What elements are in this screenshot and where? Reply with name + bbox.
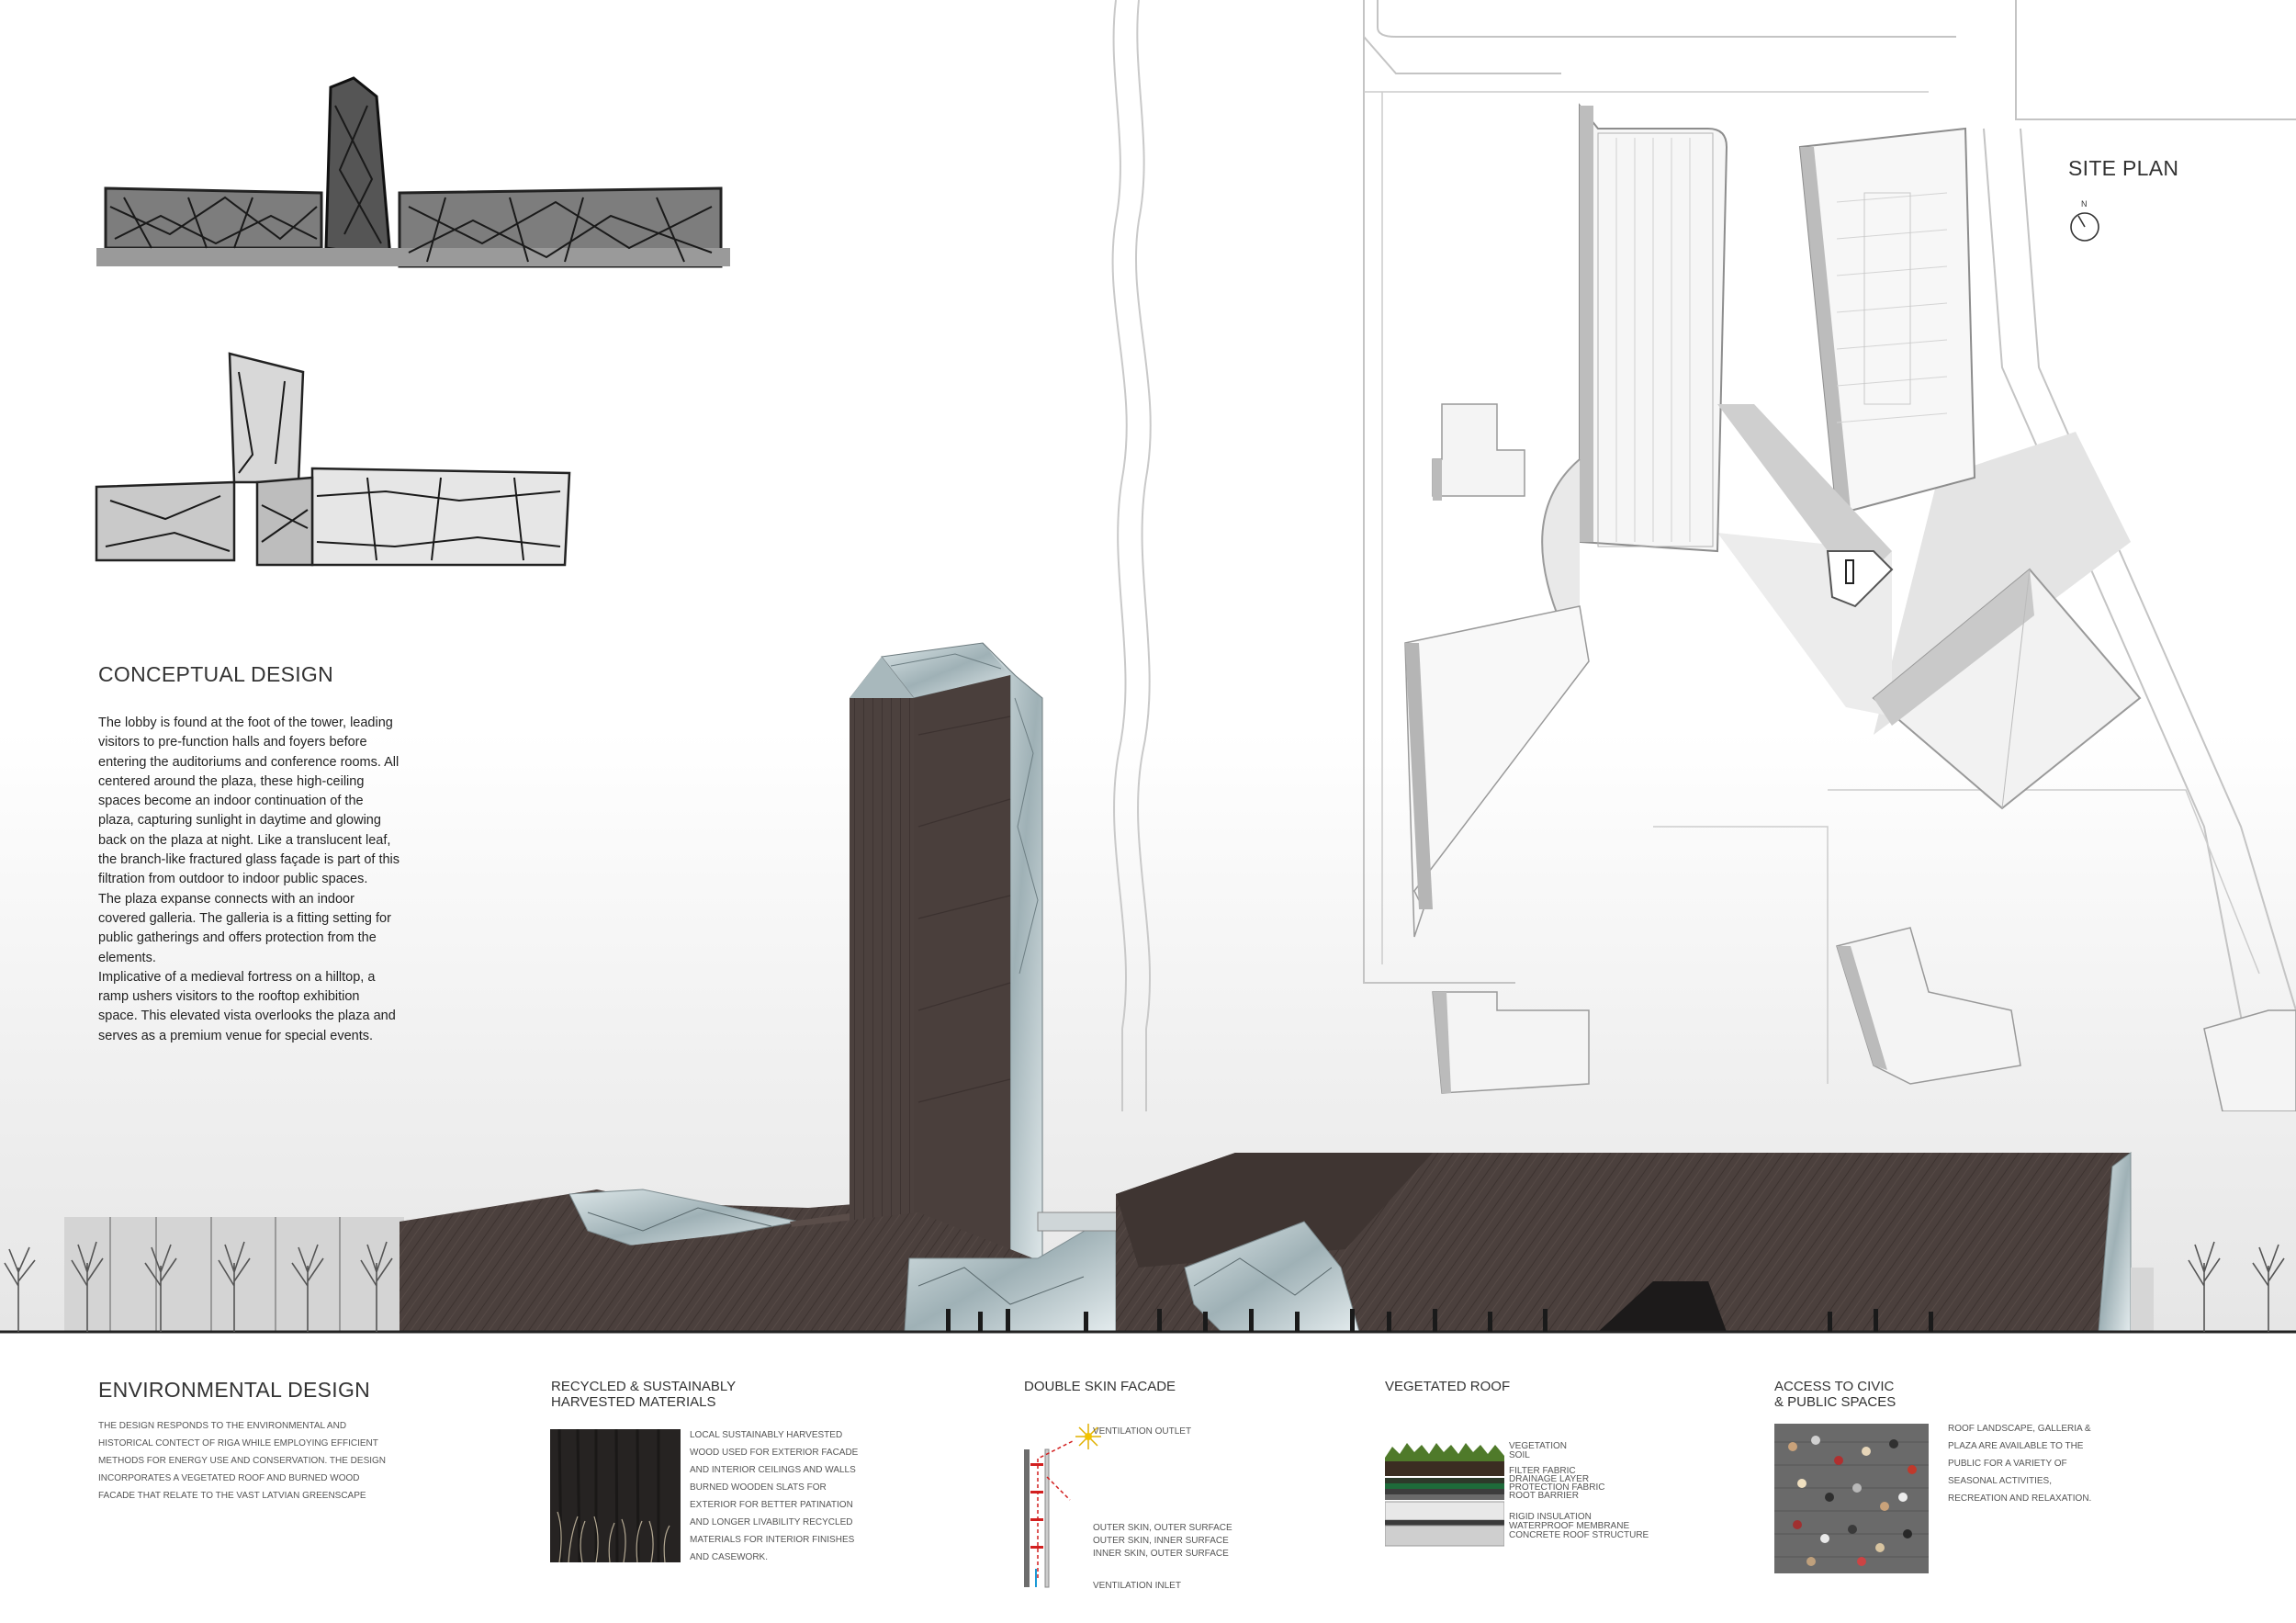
site-plan-title: SITE PLAN	[2068, 156, 2179, 180]
roof-layer-concrete: CONCRETE ROOF STRUCTURE	[1509, 1530, 1649, 1540]
roof-layers-top	[1509, 1442, 1567, 1460]
recycled-title-line2: HARVESTED MATERIALS	[551, 1394, 716, 1410]
compass-icon	[2069, 210, 2100, 243]
facade-layer-3: INNER SKIN, OUTER SURFACE	[1093, 1549, 1229, 1559]
roof-layer-vegetation: VEGETATION	[1509, 1441, 1567, 1451]
facade-layer-1: OUTER SKIN, OUTER SURFACE	[1093, 1523, 1232, 1533]
access-title-line1: ACCESS TO CIVIC	[1774, 1379, 1895, 1394]
facade-outlet-label: VENTILATION OUTLET	[1093, 1426, 1192, 1437]
access-title	[1774, 1379, 1896, 1410]
facade-inlet-label: VENTILATION INLET	[1093, 1581, 1181, 1591]
conceptual-paragraph-3: Implicative of a medieval fortress on a hilltop, a ramp ushers visitors to the rooftop exhibition space. This elevated vista overlooks the plaza and serves as a premium venue for special events.	[98, 969, 396, 1043]
environmental-design-title: ENVIRONMENTAL DESIGN	[98, 1378, 371, 1402]
recycled-text: LOCAL SUSTAINABLY HARVESTED WOOD USED FOR EXTERIOR FACADE AND INTERIOR CEILINGS AND WALLS BURNED WOODEN SLATS FOR EXTERIOR FOR BETTER PATINATION AND LONGER LIVABILITY RECYCLED MATERIALS FOR INTERIOR FINISHES AND CASEWORK.	[690, 1430, 859, 1562]
roof-layers-mid	[1509, 1467, 1604, 1500]
facade-layer-2: OUTER SKIN, INNER SURFACE	[1093, 1536, 1229, 1546]
north-label: N	[2081, 199, 2088, 209]
north-arrow	[2069, 199, 2100, 243]
facade-title: DOUBLE SKIN FACADE	[1024, 1379, 1176, 1394]
concept-sketch-1	[96, 69, 730, 271]
environmental-design-text: THE DESIGN RESPONDS TO THE ENVIRONMENTAL AND HISTORICAL CONTECT OF RIGA WHILE EMPLOYING EFFICIENT METHODS FOR ENERGY USE AND CONSERVATION. THE DESIGN INCORPORATES A VEGETATED ROOF AND BURNED WOOD FACADE THAT RELATE TO THE VAST LATVIAN GREENSCAPE	[98, 1421, 387, 1501]
roof-layer-soil: SOIL	[1509, 1450, 1530, 1460]
access-title-line2: & PUBLIC SPACES	[1774, 1394, 1896, 1410]
vegetated-roof-title: VEGETATED ROOF	[1385, 1379, 1511, 1394]
conceptual-paragraph-2: The plaza expanse connects with an indoor covered galleria. The galleria is a fitting setting for public gatherings and offers protection from the elements.	[98, 891, 391, 965]
building-elevation	[0, 634, 2296, 1341]
roof-layers-bottom	[1509, 1513, 1649, 1540]
roof-layer-membrane: WATERPROOF MEMBRANE	[1509, 1521, 1630, 1531]
roof-layer-protection: PROTECTION FABRIC	[1509, 1482, 1605, 1493]
concept-sketch-2	[92, 344, 579, 574]
recycled-title-line1: RECYCLED & SUSTAINABLY	[551, 1379, 737, 1394]
roof-layer-insulation: RIGID INSULATION	[1509, 1512, 1592, 1522]
conceptual-paragraph-1: The lobby is found at the foot of the tower, leading visitors to pre-function halls and foyers before entering the auditoriums and conference rooms. All centered around the plaza, these high-ceiling spaces become an indoor continuation of the plaza, capturing sunlight in daytime and glowing back on the plaza at night. Like a translucent leaf, the branch-like fractured glass façade is part of this filtration from outdoor to indoor public spaces.	[98, 716, 400, 887]
roof-section-diagram	[1385, 1437, 1504, 1552]
access-text: ROOF LANDSCAPE, GALLERIA & PLAZA ARE AVAILABLE TO THE PUBLIC FOR A VARIETY OF SEASONAL ACTIVITIES, RECREATION AND RELAXATION.	[1948, 1424, 2092, 1504]
roof-layer-drainage: DRAINAGE LAYER	[1509, 1474, 1590, 1484]
recycled-title	[551, 1379, 736, 1410]
roof-layer-filter: FILTER FABRIC	[1509, 1466, 1576, 1476]
burned-wood-image	[550, 1429, 681, 1562]
plaza-crowd-image	[1774, 1424, 1929, 1573]
roof-layer-root: ROOT BARRIER	[1509, 1491, 1579, 1501]
conceptual-design-title: CONCEPTUAL DESIGN	[98, 662, 334, 686]
facade-diagram	[1019, 1422, 1102, 1592]
